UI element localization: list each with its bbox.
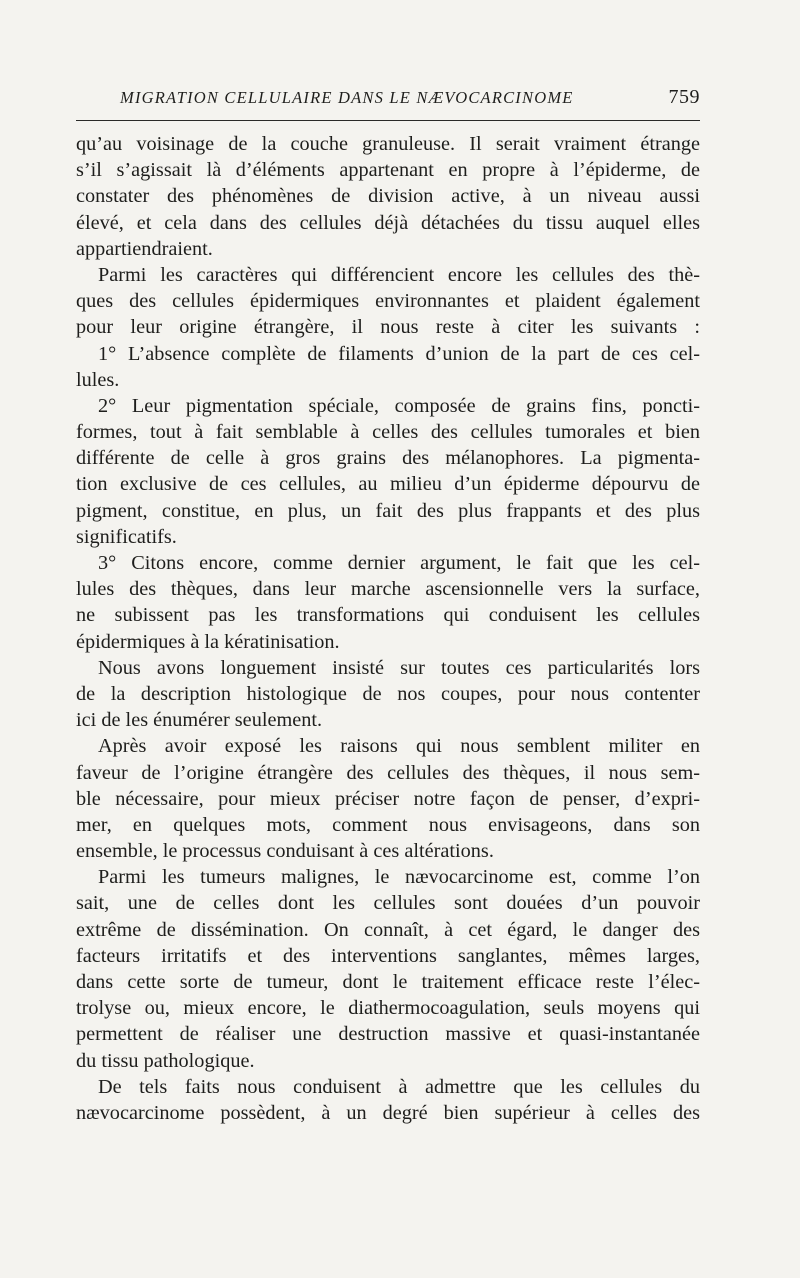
text-line: trolyse ou, mieux encore, le diathermocoagulation, seuls moyens qui bbox=[76, 997, 700, 1020]
text-line: ques des cellules épidermiques environnantes et plaident également bbox=[76, 290, 700, 313]
text-line: significatifs. bbox=[76, 525, 177, 548]
text-line: ble nécessaire, pour mieux préciser notre façon de penser, d’expri- bbox=[76, 787, 700, 810]
text-line: formes, tout à fait semblable à celles des cellules tumorales et bien bbox=[76, 421, 700, 444]
text-line: 3° Citons encore, comme dernier argument, le fait que les cel- bbox=[98, 552, 700, 574]
text-line: lules. bbox=[76, 368, 120, 391]
text-line: appartiendraient. bbox=[76, 237, 213, 260]
text-line: tion exclusive de ces cellules, au milieu d’un épiderme dépourvu de bbox=[76, 473, 700, 496]
body-text bbox=[76, 131, 700, 1126]
text-line: Parmi les caractères qui différencient encore les cellules des thè- bbox=[98, 263, 700, 286]
text-line: qu’au voisinage de la couche granuleuse. Il serait vraiment étrange bbox=[76, 133, 700, 155]
text-line: du tissu pathologique. bbox=[76, 1049, 255, 1072]
running-title: MIGRATION CELLULAIRE DANS LE NÆVOCARCINOME bbox=[120, 88, 574, 107]
page-number: 759 bbox=[668, 86, 700, 108]
text-line: ici de les énumérer seulement. bbox=[76, 709, 323, 732]
text-line: nævocarcinome possèdent, à un degré bien supérieur à celles des bbox=[76, 1101, 700, 1124]
text-line: différente de celle à gros grains des mélanophores. La pigmenta- bbox=[76, 447, 700, 470]
text-line: De tels faits nous conduisent à admettre que les cellules du bbox=[98, 1075, 700, 1098]
text-line: facteurs irritatifs et des interventions sanglantes, mêmes larges, bbox=[76, 944, 700, 967]
page-header bbox=[76, 86, 700, 121]
text-line: pour leur origine étrangère, il nous reste à citer les suivants : bbox=[76, 316, 700, 339]
text-line: ensemble, le processus conduisant à ces altérations. bbox=[76, 840, 494, 863]
text-line: mer, en quelques mots, comment nous envisageons, dans son bbox=[76, 813, 700, 836]
text-line: dans cette sorte de tumeur, dont le traitement efficace reste l’élec- bbox=[76, 971, 700, 993]
text-line: s’il s’agissait là d’éléments appartenant en propre à l’épiderme, de bbox=[76, 159, 700, 182]
text-line: faveur de l’origine étrangère des cellules des thèques, il nous sem- bbox=[76, 761, 700, 784]
text-line: ne subissent pas les transformations qui conduisent les cellules bbox=[76, 604, 700, 627]
text-line: de la description histologique de nos coupes, pour nous contenter bbox=[76, 682, 700, 705]
text-line: Après avoir exposé les raisons qui nous semblent militer en bbox=[98, 735, 700, 758]
text-line: 1° L’absence complète de filaments d’union de la part de ces cel- bbox=[98, 342, 700, 365]
text-line: élevé, et cela dans des cellules déjà détachées du tissu auquel elles bbox=[76, 211, 700, 234]
text-line: constater des phénomènes de division active, à un niveau aussi bbox=[76, 185, 700, 208]
text-line: Parmi les tumeurs malignes, le nævocarcinome est, comme l’on bbox=[98, 866, 700, 889]
text-line: pigment, constitue, en plus, un fait des plus frappants et des plus bbox=[76, 499, 700, 522]
text-line: 2° Leur pigmentation spéciale, composée de grains fins, poncti- bbox=[98, 394, 700, 417]
text-line: Nous avons longuement insisté sur toutes ces particularités lors bbox=[98, 656, 700, 679]
text-line: permettent de réaliser une destruction massive et quasi-instantanée bbox=[76, 1023, 700, 1046]
text-line: extrême de dissémination. On connaît, à cet égard, le danger des bbox=[76, 918, 700, 941]
text-line: épidermiques à la kératinisation. bbox=[76, 630, 340, 653]
text-line: sait, une de celles dont les cellules sont douées d’un pouvoir bbox=[76, 892, 700, 915]
text-line: lules des thèques, dans leur marche ascensionnelle vers la surface, bbox=[76, 578, 700, 601]
